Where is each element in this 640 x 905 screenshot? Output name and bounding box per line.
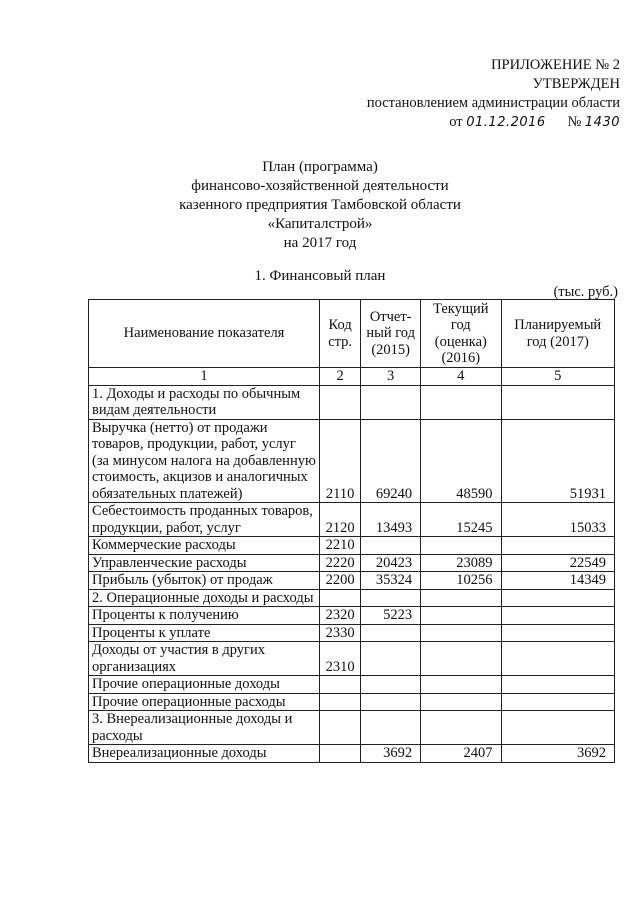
- table-row: [89, 693, 615, 711]
- header-name: Наименование показателя: [89, 300, 320, 368]
- row-code: [320, 385, 361, 419]
- row-value-2017: [501, 711, 614, 745]
- row-value-2015: 69240: [361, 419, 421, 503]
- row-code: [320, 676, 361, 694]
- row-code: 2210: [320, 537, 361, 555]
- row-value-2016: [421, 607, 501, 625]
- row-value-2016: 48590: [421, 419, 501, 503]
- row-value-2016: 15245: [421, 503, 501, 537]
- row-value-2016: [421, 642, 501, 676]
- row-value-2017: [501, 642, 614, 676]
- approval-number: 1430: [584, 115, 620, 130]
- number-label: №: [567, 114, 582, 130]
- row-code: 2320: [320, 607, 361, 625]
- row-value-2015: 20423: [361, 554, 421, 572]
- row-value-2017: 14349: [501, 572, 614, 590]
- row-value-2015: 3692: [361, 745, 421, 763]
- row-value-2015: 13493: [361, 503, 421, 537]
- table-row: [89, 589, 615, 607]
- financial-plan-table: [88, 299, 615, 763]
- row-value-2017: [501, 385, 614, 419]
- table-row: [89, 711, 615, 745]
- title-line-4: «Капиталстрой»: [267, 216, 373, 232]
- row-name: Проценты к получению: [89, 607, 320, 625]
- row-value-2016: [421, 537, 501, 555]
- row-value-2015: [361, 711, 421, 745]
- row-value-2016: 23089: [421, 554, 501, 572]
- table-row: [89, 624, 615, 642]
- row-value-2015: 5223: [361, 607, 421, 625]
- row-value-2016: [421, 711, 501, 745]
- row-value-2015: [361, 676, 421, 694]
- row-name: 3. Внереализационные доходы и расходы: [89, 711, 320, 745]
- column-numbers-row: [89, 368, 615, 386]
- appendix-label: ПРИЛОЖЕНИЕ № 2: [491, 57, 620, 73]
- table-row: [89, 503, 615, 537]
- row-name: Прибыль (убыток) от продаж: [89, 572, 320, 590]
- row-value-2017: [501, 607, 614, 625]
- approval-date: 01.12.2016: [466, 115, 546, 130]
- row-name: Коммерческие расходы: [89, 537, 320, 555]
- row-code: [320, 589, 361, 607]
- row-value-2016: [421, 693, 501, 711]
- row-value-2015: [361, 693, 421, 711]
- approval-date-line: [367, 113, 620, 132]
- col-number: 1: [89, 368, 320, 386]
- title-line-3: казенного предприятия Тамбовской области: [179, 197, 461, 213]
- row-code: 2310: [320, 642, 361, 676]
- row-name: 2. Операционные доходы и расходы: [89, 589, 320, 607]
- row-value-2015: [361, 385, 421, 419]
- row-value-2016: 10256: [421, 572, 501, 590]
- row-name: Проценты к уплате: [89, 624, 320, 642]
- table-row: [89, 607, 615, 625]
- row-code: 2330: [320, 624, 361, 642]
- row-value-2016: [421, 624, 501, 642]
- row-name: Прочие операционные расходы: [89, 693, 320, 711]
- row-value-2015: [361, 642, 421, 676]
- row-value-2015: [361, 624, 421, 642]
- approved-label: УТВЕРЖДЕН: [532, 76, 620, 92]
- row-value-2017: [501, 537, 614, 555]
- row-value-2016: [421, 385, 501, 419]
- row-name: Себестоимость проданных товаров, продукции, работ, услуг: [89, 503, 320, 537]
- approval-block: [367, 56, 620, 132]
- row-value-2017: 15033: [501, 503, 614, 537]
- units-label: (тыс. руб.): [553, 284, 618, 300]
- row-name: Внереализационные доходы: [89, 745, 320, 763]
- row-value-2017: 22549: [501, 554, 614, 572]
- row-value-2017: [501, 589, 614, 607]
- row-value-2016: [421, 589, 501, 607]
- row-code: 2110: [320, 419, 361, 503]
- col-number: 4: [421, 368, 501, 386]
- row-value-2015: [361, 589, 421, 607]
- row-name: Выручка (нетто) от продажи товаров, продукции, работ, услуг (за минусом налога на добавленную стоимость, акцизов и аналогичных обязательных платежей): [89, 419, 320, 503]
- table-row: [89, 676, 615, 694]
- header-2016: Текущий год (оценка) (2016): [421, 300, 501, 368]
- table-row: [89, 419, 615, 503]
- from-label: от: [449, 114, 463, 130]
- table-row: [89, 537, 615, 555]
- row-name: Доходы от участия в других организациях: [89, 642, 320, 676]
- row-code: 2220: [320, 554, 361, 572]
- row-value-2017: 3692: [501, 745, 614, 763]
- title-line-2: финансово-хозяйственной деятельности: [191, 178, 449, 194]
- approved-by: постановлением администрации области: [366, 95, 620, 111]
- header-2017: Планируемый год (2017): [501, 300, 614, 368]
- row-name: Управленческие расходы: [89, 554, 320, 572]
- col-number: 2: [320, 368, 361, 386]
- title-line-1: План (программа): [262, 159, 378, 175]
- document-title: [0, 158, 640, 253]
- title-line-5: на 2017 год: [283, 235, 357, 251]
- col-number: 5: [501, 368, 614, 386]
- header-2015: Отчет-ный год (2015): [361, 300, 421, 368]
- row-value-2017: [501, 676, 614, 694]
- header-code: Код стр.: [320, 300, 361, 368]
- table-row: [89, 385, 615, 419]
- table-row: [89, 745, 615, 763]
- row-value-2017: [501, 624, 614, 642]
- table-row: [89, 572, 615, 590]
- section-title: 1. Финансовый план: [254, 268, 386, 284]
- row-code: [320, 693, 361, 711]
- table-row: [89, 554, 615, 572]
- row-code: 2200: [320, 572, 361, 590]
- row-value-2017: 51931: [501, 419, 614, 503]
- row-code: 2120: [320, 503, 361, 537]
- row-value-2016: [421, 676, 501, 694]
- table-row: [89, 642, 615, 676]
- row-code: [320, 711, 361, 745]
- col-number: 3: [361, 368, 421, 386]
- row-value-2015: 35324: [361, 572, 421, 590]
- row-value-2015: [361, 537, 421, 555]
- row-code: [320, 745, 361, 763]
- row-value-2016: 2407: [421, 745, 501, 763]
- row-value-2017: [501, 693, 614, 711]
- row-name: Прочие операционные доходы: [89, 676, 320, 694]
- row-name: 1. Доходы и расходы по обычным видам деятельности: [89, 385, 320, 419]
